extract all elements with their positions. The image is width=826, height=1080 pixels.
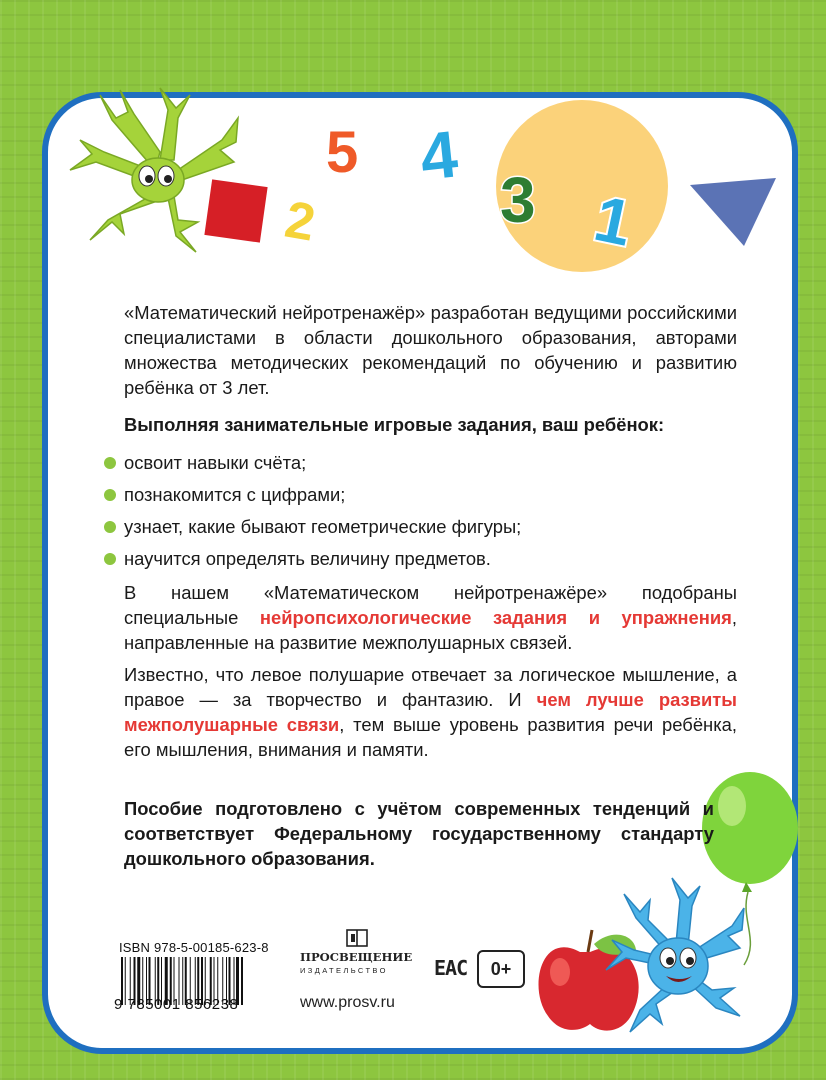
paragraph-2-text: В нашем «Математическом нейротренажёре» подобраны специальные	[124, 582, 737, 628]
age-rating-badge: 0+	[477, 950, 525, 988]
eac-mark: EAC	[434, 956, 468, 980]
standards-note: Пособие подготовлено с учётом современных тенденций и соответствует Федеральному государственному стандарту дошкольного образования.	[124, 798, 714, 869]
red-square-icon	[204, 179, 267, 242]
paragraph-3	[124, 662, 737, 762]
publisher-url: www.prosv.ru	[300, 994, 395, 1011]
barcode-bar	[241, 957, 243, 1005]
bullet-item: узнает, какие бывают геометрические фигуры;	[124, 516, 522, 537]
bullet-item: научится определять величину предметов.	[124, 548, 491, 569]
digit-4: 4	[416, 116, 462, 194]
digit-2: 2	[280, 190, 320, 253]
paragraph-3-text: Известно, что левое полушарие отвечает за логическое мышление, а правое — за творчество и фантазию. И	[124, 664, 737, 710]
lead-sentence: Выполняя занимательные игровые задания, ваш ребёнок:	[124, 414, 665, 435]
bullet-dot	[104, 521, 116, 533]
intro-paragraph: «Математический нейротренажёр» разработан ведущими российскими специалистами в области дошкольного образования, авторами множества методических рекомендаций по обучению и развитию ребёнка от 3 лет.	[124, 302, 737, 398]
bullet-item: познакомится с цифрами;	[124, 484, 346, 505]
blue-triangle-icon	[690, 178, 776, 246]
paragraph-2-text-end: , направленные на развитие межполушарных связей.	[124, 607, 737, 653]
bullet-item: освоит навыки счёта;	[124, 452, 307, 473]
paragraph-3-highlight: чем лучше развиты межполушарные связи	[124, 689, 737, 735]
digit-3: 3	[500, 164, 536, 236]
bullet-dot	[104, 553, 116, 565]
publisher-subtitle: ИЗДАТЕЛЬСТВО	[300, 966, 388, 975]
paragraph-3-text-end: , тем выше уровень развития речи ребёнка, его мышления, внимания и памяти.	[124, 714, 737, 760]
isbn-label: ISBN 978-5-00185-623-8	[119, 940, 269, 955]
publisher-name: ПРОСВЕЩЕНИЕ	[300, 950, 413, 964]
book-logo-icon	[347, 930, 367, 946]
paragraph-2	[124, 580, 737, 655]
bullet-dot	[104, 489, 116, 501]
digit-5: 5	[326, 120, 359, 185]
paragraph-2-highlight: нейропсихологические задания и упражнения	[259, 607, 732, 628]
digit-1: 1	[588, 181, 639, 260]
bullet-dot	[104, 457, 116, 469]
barcode-number: 9 785001 856238	[114, 996, 239, 1013]
